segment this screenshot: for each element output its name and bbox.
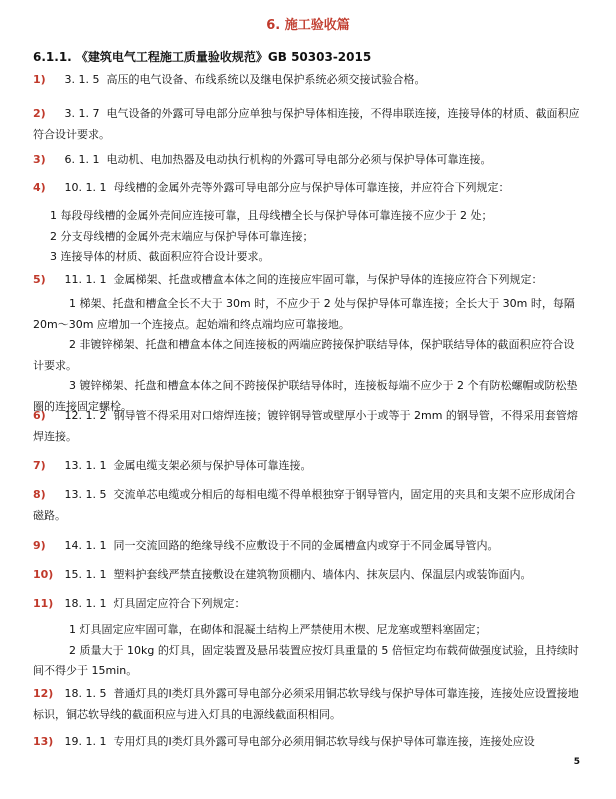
sub-item: 2 非镀锌梯架、托盘和槽盒本体之间连接板的两端应跨接保护联结导体，保护联结导体的截面积应符合设计要求。 <box>33 338 575 372</box>
item-1: 1) 3. 1. 5 高压的电气设备、布线系统以及继电保护系统必须交接试验合格。 <box>33 73 426 86</box>
sub-item: 2 质量大于 10kg 的灯具，固定装置及悬吊装置应按灯具重量的 5 倍恒定均布载荷做强度试验，且持续时间不得少于 15min。 <box>33 643 579 677</box>
item-4-subitems <box>50 206 583 268</box>
item-10: 10) 15. 1. 1 塑料护套线严禁直接敷设在建筑物顶棚内、墙体内、抹灰层内、保温层内或装饰面内。 <box>33 568 532 581</box>
item-11: 11) 18. 1. 1 灯具固定应符合下列规定： <box>33 597 246 610</box>
sub-item: 1 灯具固定应牢固可靠，在砌体和混凝土结构上严禁使用木楔、尼龙塞或塑料塞固定； <box>69 623 487 636</box>
item-5: 5) 11. 1. 1 金属梯架、托盘或槽盒本体之间的连接应牢固可靠，与保护导体的连接应符合下列规定： <box>33 273 543 286</box>
sub-item: 3 连接导体的材质、截面积应符合设计要求。 <box>50 250 270 263</box>
page-number: 5 <box>573 757 580 767</box>
item-7: 7) 13. 1. 1 金属电缆支架必须与保护导体可靠连接。 <box>33 459 312 472</box>
item-11-subitems <box>33 620 583 682</box>
item-9: 9) 14. 1. 1 同一交流回路的绝缘导线不应敷设于不同的金属槽盒内或穿于不同金属导管内。 <box>33 539 499 552</box>
item-8: 8) 13. 1. 5 交流单芯电缆或分相后的每相电缆不得单根独穿于钢导管内，固定用的夹具和支架不应形成闭合磁路。 <box>33 488 576 522</box>
sub-item: 1 梯架、托盘和槽盒全长不大于 30m 时，不应少于 2 处与保护导体可靠连接；全长大于 30m 时，每隔 20m～30m 应增加一个连接点。起始端和终点端均应可靠接地。 <box>33 297 575 331</box>
sub-item: 2 分支母线槽的金属外壳末端应与保护导体可靠连接； <box>50 229 314 243</box>
item-13: 13) 19. 1. 1 专用灯具的Ⅰ类灯具外露可导电部分必须用铜芯软导线与保护导体可靠连接，连接处应设 <box>33 735 535 748</box>
section-title: 6. 施工验收篇 <box>266 18 350 33</box>
item-4: 4) 10. 1. 1 母线槽的金属外壳等外露可导电部分应与保护导体可靠连接，并应符合下列规定： <box>33 181 510 194</box>
item-5-subitems <box>33 294 583 417</box>
item-12: 12) 18. 1. 5 普通灯具的Ⅰ类灯具外露可导电部分必须采用铜芯软导线与保护导体可靠连接，连接处应设置接地标识，铜芯软导线的截面积应与进入灯具的电源线截面积相同。 <box>33 687 579 721</box>
item-2: 2) 3. 1. 7 电气设备的外露可导电部分应单独与保护导体相连接，不得串联连接，连接导体的材质、截面积应符合设计要求。 <box>33 107 580 141</box>
item-3: 3) 6. 1. 1 电动机、电加热器及电动执行机构的外露可导电部分必须与保护导体可靠连接。 <box>33 153 492 166</box>
standard-heading: 6.1.1. 《建筑电气工程施工质量验收规范》GB 50303-2015 <box>33 50 372 64</box>
sub-item: 1 每段母线槽的金属外壳间应连接可靠，且母线槽全长与保护导体可靠连接不应少于 2 处； <box>50 209 493 222</box>
item-6: 6) 12. 1. 2 钢导管不得采用对口熔焊连接；镀锌钢导管或壁厚小于或等于 2mm 的钢导管，不得采用套管熔焊连接。 <box>33 409 578 443</box>
sub-item: 3 镀锌梯架、托盘和槽盒本体之间不跨接保护联结导体时，连接板每端不应少于 2 个有防松螺帽或防松垫圈的连接固定螺栓。 <box>33 379 578 413</box>
